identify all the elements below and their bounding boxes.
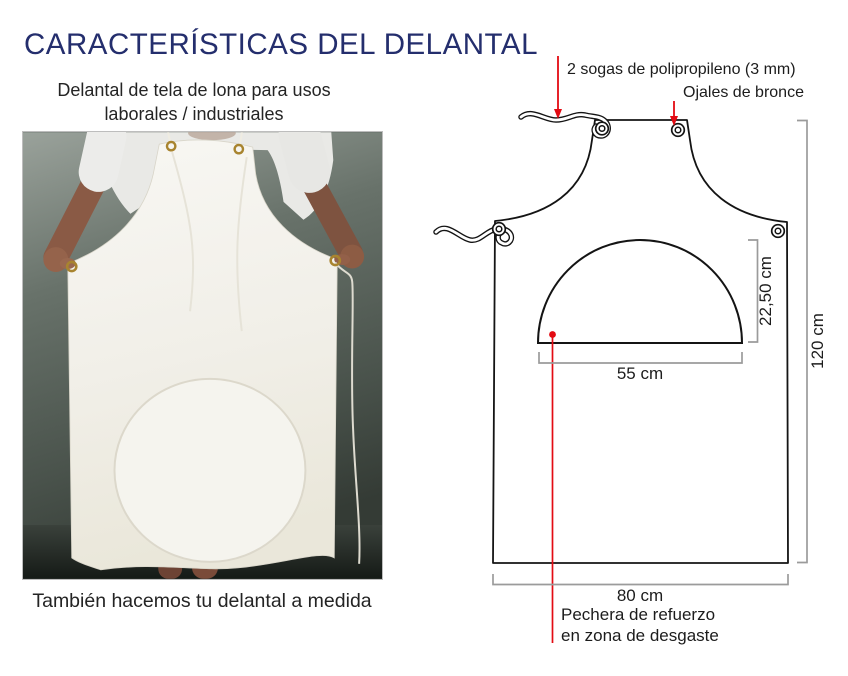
dimension-total-height: 120 cm [808, 313, 827, 369]
label-eyelets: Ojales de bronce [683, 84, 804, 101]
photo-illustration [23, 132, 382, 579]
apron-diagram [430, 40, 848, 652]
intro-text [28, 78, 360, 126]
bracket-120cm [797, 121, 807, 563]
label-ropes: 2 sogas de polipropileno (3 mm) [567, 61, 796, 78]
page-title: CARACTERÍSTICAS DEL DELANTAL [24, 28, 538, 61]
intro-line-1: Delantal de tela de lona para usos [57, 80, 331, 100]
photo-left-sleeve [99, 136, 107, 172]
label-reinforcement-line1: Pechera de refuerzo [561, 605, 716, 624]
dimension-total-width: 80 cm [616, 586, 664, 605]
photo-right-sleeve [299, 134, 309, 172]
photo-apron-patch [114, 379, 305, 562]
intro-line-2: laborales / industriales [104, 104, 284, 124]
dimension-patch-height: 22,50 cm [756, 256, 775, 326]
photo-caption: También hacemos tu delantal a medida [32, 590, 372, 612]
bracket-80cm [493, 574, 788, 585]
label-reinforcement-line2: en zona de desgaste [561, 626, 719, 645]
dimension-patch-width: 55 cm [616, 364, 664, 383]
product-photo [22, 131, 383, 580]
apron-diagram-svg [430, 40, 848, 652]
annotation-arrow-ropes [554, 56, 562, 119]
